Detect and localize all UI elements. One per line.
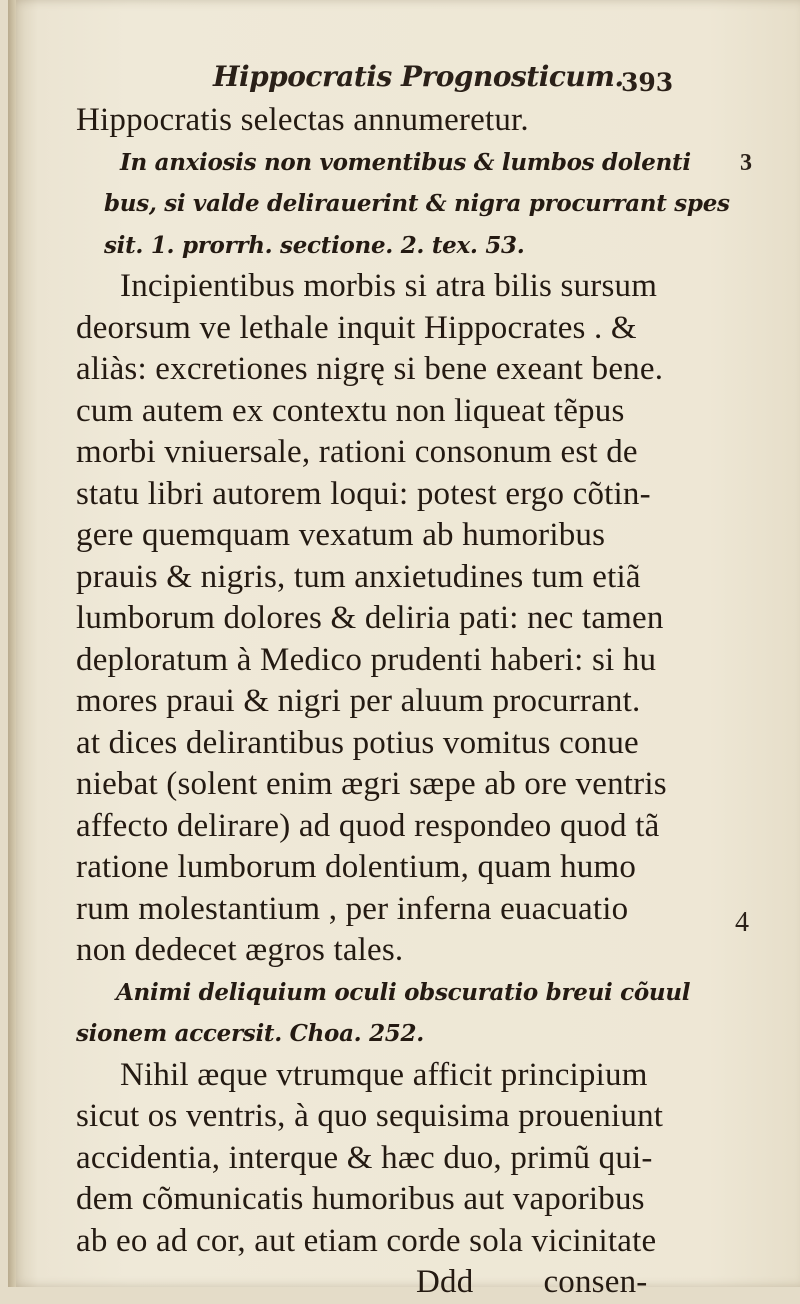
rubric-line: sit. 1. prorrh. sectione. 2. tex. 53. [104,231,525,259]
rubric-line: sionem accersit. Choa. 252. [76,1020,424,1047]
margin-note: 3 [740,150,752,176]
running-title: Hippocratis Prognosticum. [213,60,624,93]
book-page [8,0,800,1300]
text-line: morbi vniuersale, rationi consonum est de [76,434,638,470]
text-line: at dices delirantibus potius vomitus conue [76,724,639,761]
text-line: ratione lumborum dolentium, quam humo [76,849,637,885]
text-line: Hippocratis selectas annumeretur. [76,102,529,138]
text-line: accidentia, interque & hæc duo, primũ qui- [76,1139,653,1176]
text-line: gere quemquam vexatum ab humoribus [76,517,606,553]
page-number: 393 [621,68,674,97]
page-gutter-edge [8,0,16,1287]
text-line: lumborum dolores & deliria pati: nec tamen [76,600,664,636]
signature-mark: Ddd [416,1264,474,1300]
text-line: rum molestantium , per inferna euacuatio [76,890,629,927]
text-line: dem cõmunicatis humoribus aut vaporibus [76,1181,645,1217]
catchword: consen- [543,1264,648,1300]
text-line: deploratum à Medico prudenti haberi: si hu [76,641,657,678]
text-line: Incipientibus morbis si atra bilis sursum [120,268,658,304]
margin-note: 4 [735,907,749,938]
page-header [8,60,800,100]
text-line: cum autem ex contextu non liqueat tẽpus [76,392,625,429]
rubric-line: bus, si valde delirauerint & nigra procurrant spes [104,190,730,217]
catchword-line [76,1262,696,1304]
rubric-line: In anxiosis non vomentibus & lumbos dolenti [120,148,691,176]
body-text [76,100,730,1304]
text-line: non dedecet ægros tales. [76,932,404,968]
text-line: niebat (solent enim ægri sæpe ab ore ventris [76,766,667,802]
text-line: mores praui & nigri per aluum procurrant. [76,683,641,719]
text-line: prauis & nigris, tum anxietudines tum etiã [76,558,641,595]
text-line: aliàs: excretiones nigrę si bene exeant bene. [76,351,664,387]
text-line: ab eo ad cor, aut etiam corde sola vicinitate [76,1222,657,1259]
text-line: affecto delirare) ad quod respondeo quod tã [76,807,660,844]
rubric-line: Animi deliquium oculi obscuratio breui cõuul [116,978,691,1006]
text-line: deorsum ve lethale inquit Hippocrates . & [76,309,637,346]
text-line: statu libri autorem loqui: potest ergo cõtin- [76,475,651,512]
text-line: sicut os ventris, à quo sequisima proueniunt [76,1098,664,1134]
text-line: Nihil æque vtrumque afficit principium [120,1056,648,1093]
